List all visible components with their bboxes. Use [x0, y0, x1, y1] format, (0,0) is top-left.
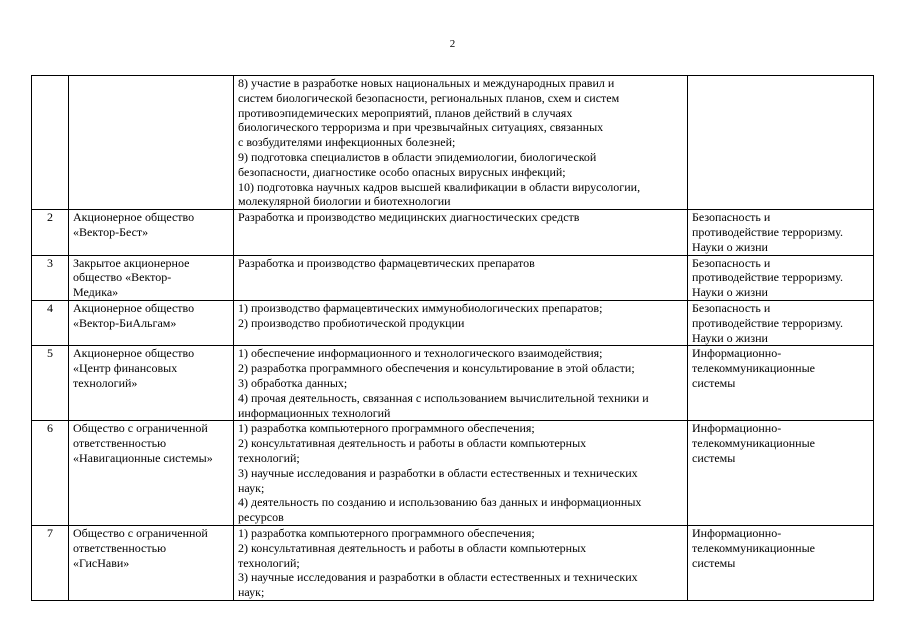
table-row — [32, 76, 874, 210]
organization-line: общество «Вектор- — [73, 270, 172, 285]
organization-line: «Вектор-БиАльгам» — [73, 315, 177, 330]
activity-line: 3) научные исследования и разработки в области естественных и технических — [238, 570, 638, 585]
priority-line: системы — [692, 450, 736, 465]
priority-cell — [688, 300, 874, 345]
priority-line: Науки о жизни — [692, 239, 768, 254]
priority-line: телекоммуникационные — [692, 540, 815, 555]
activity-line: безопасности, диагностике особо опасных вирусных инфекций; — [238, 164, 566, 179]
table-row — [32, 421, 874, 526]
table-row — [32, 525, 874, 600]
activity-line: 2) разработка программного обеспечения и консультирование в этой области; — [238, 361, 635, 376]
organization-line: Акционерное общество — [73, 300, 195, 315]
organization-line: Акционерное общество — [73, 346, 195, 361]
priority-line: Информационно- — [692, 421, 782, 436]
activity-line: 1) разработка компьютерного программного обеспечения; — [238, 421, 535, 436]
activity-line: 2) консультативная деятельность и работы в области компьютерных — [238, 540, 587, 555]
priority-line: Безопасность и — [692, 255, 771, 270]
table-row — [32, 346, 874, 421]
organization-line: ответственностью — [73, 436, 167, 451]
activity-line: 10) подготовка научных кадров высшей квалификации в области вирусологии, — [238, 179, 641, 194]
row-number-cell: 6 — [32, 421, 69, 526]
priority-line: системы — [692, 555, 736, 570]
activity-line: противоэпидемических мероприятий, планов действий в случаях — [238, 105, 573, 120]
organization-line: Медика» — [73, 285, 119, 300]
activity-line: 4) прочая деятельность, связанная с использованием вычислительной техники и — [238, 390, 649, 405]
priority-line: телекоммуникационные — [692, 436, 815, 451]
activity-line: информационных технологий — [238, 405, 391, 420]
activity-cell — [234, 525, 688, 600]
organization-cell — [69, 421, 234, 526]
organization-line: «Центр финансовых — [73, 361, 178, 376]
activity-line: технологий; — [238, 555, 300, 570]
priority-line: Информационно- — [692, 346, 782, 361]
priority-line: противодействие терроризму. — [692, 224, 843, 239]
priority-line: телекоммуникационные — [692, 361, 815, 376]
priority-line: Науки о жизни — [692, 330, 768, 345]
activity-cell — [234, 210, 688, 255]
row-number-cell: 3 — [32, 255, 69, 300]
table-row — [32, 210, 874, 255]
organization-line: Общество с ограниченной — [73, 525, 208, 540]
priority-cell — [688, 525, 874, 600]
activity-line: 8) участие в разработке новых национальных и международных правил и — [238, 76, 615, 90]
row-number-cell: 4 — [32, 300, 69, 345]
organization-line: «ГисНави» — [73, 555, 130, 570]
activity-line: биологического терроризма и при чрезвычайных ситуациях, связанных — [238, 120, 604, 135]
organization-cell — [69, 300, 234, 345]
organization-line: технологий» — [73, 375, 138, 390]
activity-line: Разработка и производство фармацевтических препаратов — [238, 255, 535, 270]
activity-line: наук; — [238, 585, 265, 600]
priority-cell — [688, 421, 874, 526]
organizations-table — [31, 75, 874, 601]
priority-cell — [688, 346, 874, 421]
organization-line: Закрытое акционерное — [73, 255, 190, 270]
page-number: 2 — [449, 38, 456, 50]
activity-cell — [234, 300, 688, 345]
activity-line: 3) обработка данных; — [238, 375, 348, 390]
priority-line: Безопасность и — [692, 210, 771, 225]
priority-line: системы — [692, 375, 736, 390]
organization-line: «Навигационные системы» — [73, 450, 213, 465]
activity-line: с возбудителями инфекционных болезней; — [238, 135, 456, 150]
row-number-cell: 2 — [32, 210, 69, 255]
activity-line: 2) производство пробиотической продукции — [238, 315, 465, 330]
activity-line: 9) подготовка специалистов в области эпидемиологии, биологической — [238, 149, 597, 164]
row-number-cell: 7 — [32, 525, 69, 600]
activity-line: Разработка и производство медицинских диагностических средств — [238, 210, 580, 225]
activity-cell — [234, 421, 688, 526]
organization-line: ответственностью — [73, 540, 167, 555]
organization-cell — [69, 210, 234, 255]
activity-line: 4) деятельность по созданию и использованию баз данных и информационных — [238, 495, 642, 510]
activity-cell — [234, 346, 688, 421]
priority-cell — [688, 210, 874, 255]
activity-cell — [234, 76, 688, 210]
table-row — [32, 300, 874, 345]
activity-line: 1) производство фармацевтических иммунобиологических препаратов; — [238, 300, 603, 315]
priority-cell — [688, 255, 874, 300]
organization-cell — [69, 76, 234, 210]
priority-line: Информационно- — [692, 525, 782, 540]
priority-line: противодействие терроризму. — [692, 315, 843, 330]
organization-line: Общество с ограниченной — [73, 421, 208, 436]
organization-cell — [69, 255, 234, 300]
activity-line: молекулярной биологии и биотехнологии — [238, 194, 451, 209]
activity-line: 1) обеспечение информационного и технологического взаимодействия; — [238, 346, 603, 361]
activity-line: ресурсов — [238, 510, 284, 525]
activity-line: технологий; — [238, 450, 300, 465]
activity-cell — [234, 255, 688, 300]
priority-cell — [688, 76, 874, 210]
organization-line: Акционерное общество — [73, 210, 195, 225]
activity-line: систем биологической безопасности, региональных планов, схем и систем — [238, 90, 620, 105]
priority-line: противодействие терроризму. — [692, 270, 843, 285]
activity-line: 3) научные исследования и разработки в области естественных и технических — [238, 465, 638, 480]
table-body — [32, 76, 874, 601]
row-number-cell — [32, 76, 69, 210]
activity-line: 2) консультативная деятельность и работы в области компьютерных — [238, 436, 587, 451]
organization-cell — [69, 346, 234, 421]
row-number-cell: 5 — [32, 346, 69, 421]
activity-line: наук; — [238, 480, 265, 495]
table-row — [32, 255, 874, 300]
organization-cell — [69, 525, 234, 600]
priority-line: Безопасность и — [692, 300, 771, 315]
priority-line: Науки о жизни — [692, 285, 768, 300]
activity-line: 1) разработка компьютерного программного обеспечения; — [238, 525, 535, 540]
organization-line: «Вектор-Бест» — [73, 224, 149, 239]
